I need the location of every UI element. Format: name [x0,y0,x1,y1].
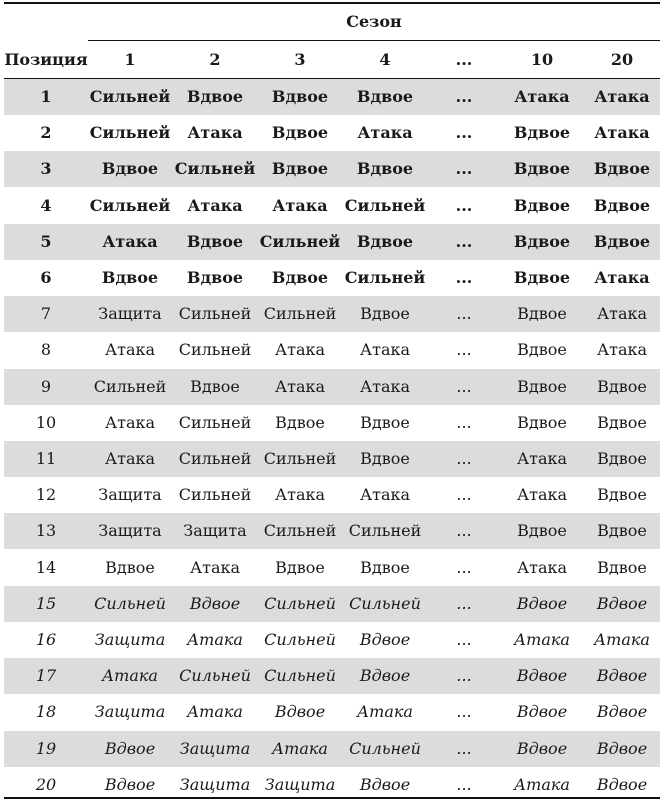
table-cell: Вдвое [271,268,329,287]
table-cell: Защита [98,521,162,541]
table-cell: Атака [357,123,413,143]
position-cell: 3 [40,159,52,179]
table-cell: Сильней [348,521,422,541]
table-cell: Вдвое [596,702,648,722]
table-cell: Атака [596,340,648,360]
table-cell: Атака [187,630,243,649]
table-row [4,441,660,477]
position-cell: 15 [35,593,57,613]
table-cell: Сильней [178,412,252,432]
table-cell: ... [455,123,473,143]
table-cell: Вдвое [359,630,411,649]
table-cell: ... [456,412,472,432]
table-cell: Вдвое [597,485,647,505]
table-cell: ... [456,304,472,324]
table-cell: Сильней [178,304,252,324]
table-cell: Вдвое [513,123,571,143]
table-cell: Вдвое [104,738,156,758]
table-row [4,369,660,405]
table-cell: Сильней [178,449,252,468]
table-cell: Вдвое [105,557,155,577]
table-cell: Защита [264,774,336,794]
table-cell: Атака [357,702,413,722]
bottom-rule [4,797,660,799]
position-cell: 10 [35,412,57,432]
table-cell: Вдвое [271,87,329,106]
table-cell: Вдвое [360,557,410,577]
header-season-col: 1 [124,50,136,69]
position-cell: 1 [40,87,52,106]
position-cell: 20 [35,774,57,794]
table-cell: Вдвое [517,304,567,324]
table-cell: Атака [272,195,328,215]
table-row [4,151,660,187]
table-cell: Сильней [264,593,336,613]
table-cell: ... [456,557,472,577]
header-season-col: 20 [610,50,634,69]
table-cell: Атака [102,231,158,251]
table-cell: Атака [104,412,156,432]
table-cell: Сильней [89,123,171,143]
table-cell: ... [455,195,473,215]
table-cell: Сильней [93,376,167,396]
table-cell: Вдвое [360,449,410,468]
table-cell: ... [456,340,472,360]
top-rule [4,2,660,4]
table-cell: Сильней [89,195,171,215]
table-cell: Защита [183,521,247,541]
table-cell: Сильней [94,593,166,613]
table-cell: Атака [274,340,326,360]
table-cell: Атака [516,449,568,468]
table-cell: ... [455,159,473,179]
table-cell: Атака [104,449,156,468]
table-cell: ... [455,87,473,106]
table-cell: Сильней [89,87,171,106]
table-row [4,332,660,368]
table-cell: Сильней [178,340,252,360]
table-cell: Вдвое [189,593,241,613]
table-cell: Атака [596,304,648,324]
table-cell: Вдвое [275,412,325,432]
table-cell: ... [456,738,472,758]
table-cell: Вдвое [597,376,647,396]
table-cell: Вдвое [517,376,567,396]
table-cell: Атака [594,630,650,649]
table-cell: Вдвое [101,159,159,179]
table-cell: Сильней [344,268,426,287]
table-cell: Вдвое [271,159,329,179]
table-cell: Атака [274,485,326,505]
table-cell: Сильней [264,630,336,649]
table-row [4,513,660,549]
table-cell: ... [456,449,472,468]
table-row [4,694,660,730]
table-cell: Вдвое [516,593,568,613]
table-cell: ... [456,666,472,686]
table-cell: ... [456,702,472,722]
table-cell: Атака [514,630,570,649]
table-row [4,79,660,115]
position-cell: 9 [40,376,52,396]
table-row [4,658,660,694]
table-cell: Вдвое [513,231,571,251]
position-cell: 7 [40,304,52,324]
table-cell: Защита [94,630,166,649]
table-row [4,188,660,224]
table-cell: Атака [187,195,243,215]
table-cell: Вдвое [274,702,326,722]
table-cell: ... [456,521,472,541]
table-cell: Вдвое [513,195,571,215]
table-row [4,622,660,658]
table-cell: ... [456,774,472,794]
table-cell: Атака [514,774,570,794]
table-cell: Защита [98,304,162,324]
table-cell: Вдвое [597,449,647,468]
table-cell: Сильней [263,304,337,324]
table-cell: Атака [594,123,650,143]
table-cell: Атака [102,666,158,686]
table-cell: Вдвое [360,412,410,432]
table-cell: Защита [94,702,166,722]
table-row [4,731,660,767]
table-cell: Вдвое [186,231,244,251]
table-cell: ... [455,268,473,287]
position-cell: 12 [35,485,57,505]
table-cell: Атака [272,738,328,758]
table-cell: Вдвое [597,412,647,432]
header-season-col: 2 [209,50,221,69]
table-cell: Сильней [264,666,336,686]
table-cell: Вдвое [104,774,156,794]
table-cell: Вдвое [596,593,648,613]
table-row [4,586,660,622]
table-cell: Атака [594,268,650,287]
table-cell: ... [456,376,472,396]
table-cell: ... [455,231,473,251]
table-cell: Вдвое [359,666,411,686]
table-cell: Атака [594,87,650,106]
table-cell: Вдвое [593,159,651,179]
table-cell: Атака [359,340,411,360]
header-position-label: Позиция [4,50,88,69]
header-group-label: Сезон [346,12,402,31]
table-cell: Вдвое [516,702,568,722]
table-cell: Вдвое [517,340,567,360]
position-cell: 5 [40,231,52,251]
table-cell: Защита [179,774,251,794]
table-cell: Сильней [179,666,251,686]
position-cell: 2 [40,123,52,143]
header-season-col: 4 [379,50,391,69]
table-cell: Атака [516,485,568,505]
table-row [4,115,660,151]
table-cell: Вдвое [360,304,410,324]
header-season-col: 10 [530,50,554,69]
table-row [4,260,660,296]
header-season-col: 3 [294,50,306,69]
table-cell: Вдвое [596,738,648,758]
table-cell: Вдвое [596,774,648,794]
table-cell: Вдвое [356,87,414,106]
position-cell: 11 [35,449,57,468]
table-cell: Атака [359,376,411,396]
table-cell: Атака [516,557,568,577]
table-cell: Вдвое [513,268,571,287]
table-cell: Вдвое [101,268,159,287]
table-cell: Вдвое [597,521,647,541]
table-cell: Сильней [259,231,341,251]
table-cell: Вдвое [356,231,414,251]
table-cell: Сильней [344,195,426,215]
table-cell: Вдвое [359,774,411,794]
table-cell: Вдвое [190,376,240,396]
table-cell: Атака [359,485,411,505]
table-cell: Сильней [263,449,337,468]
table-row [4,405,660,441]
table-cell: Атака [187,702,243,722]
table-cell: Вдвое [597,557,647,577]
position-cell: 8 [40,340,52,360]
table-cell: Вдвое [593,231,651,251]
table-cell: Вдвое [275,557,325,577]
table-cell: ... [456,593,472,613]
position-cell: 4 [40,195,52,215]
table-cell: ... [456,630,472,649]
position-cell: 14 [35,557,57,577]
position-cell: 19 [35,738,57,758]
table-cell: Атака [187,123,243,143]
table-cell: Вдвое [271,123,329,143]
table-cell: Сильней [174,159,256,179]
table-row [4,477,660,513]
table-cell: Атака [189,557,241,577]
table-cell: Вдвое [513,159,571,179]
table-cell: Защита [98,485,162,505]
table-cell: Вдвое [596,666,648,686]
table-cell: Вдвое [186,87,244,106]
table-cell: Атака [104,340,156,360]
table-cell: Защита [179,738,251,758]
table-cell: Сильней [178,485,252,505]
table-cell: Атака [514,87,570,106]
table-cell: ... [456,485,472,505]
table-row [4,296,660,332]
table-cell: Вдвое [516,738,568,758]
table-cell: Сильней [349,738,421,758]
position-cell: 18 [35,702,57,722]
position-cell: 17 [35,666,57,686]
table-cell: Сильней [263,521,337,541]
group-rule [88,40,660,41]
table-row [4,550,660,586]
table-cell: Сильней [349,593,421,613]
header-season-col: ... [455,50,473,69]
table-cell: Вдвое [516,666,568,686]
table-cell: Вдвое [356,159,414,179]
table-cell: Вдвое [186,268,244,287]
position-cell: 16 [35,630,57,649]
table-cell: Вдвое [517,412,567,432]
table-row [4,224,660,260]
position-cell: 6 [40,268,52,287]
table-cell: Вдвое [517,521,567,541]
table-cell: Вдвое [593,195,651,215]
table-cell: Атака [274,376,326,396]
position-cell: 13 [35,521,57,541]
